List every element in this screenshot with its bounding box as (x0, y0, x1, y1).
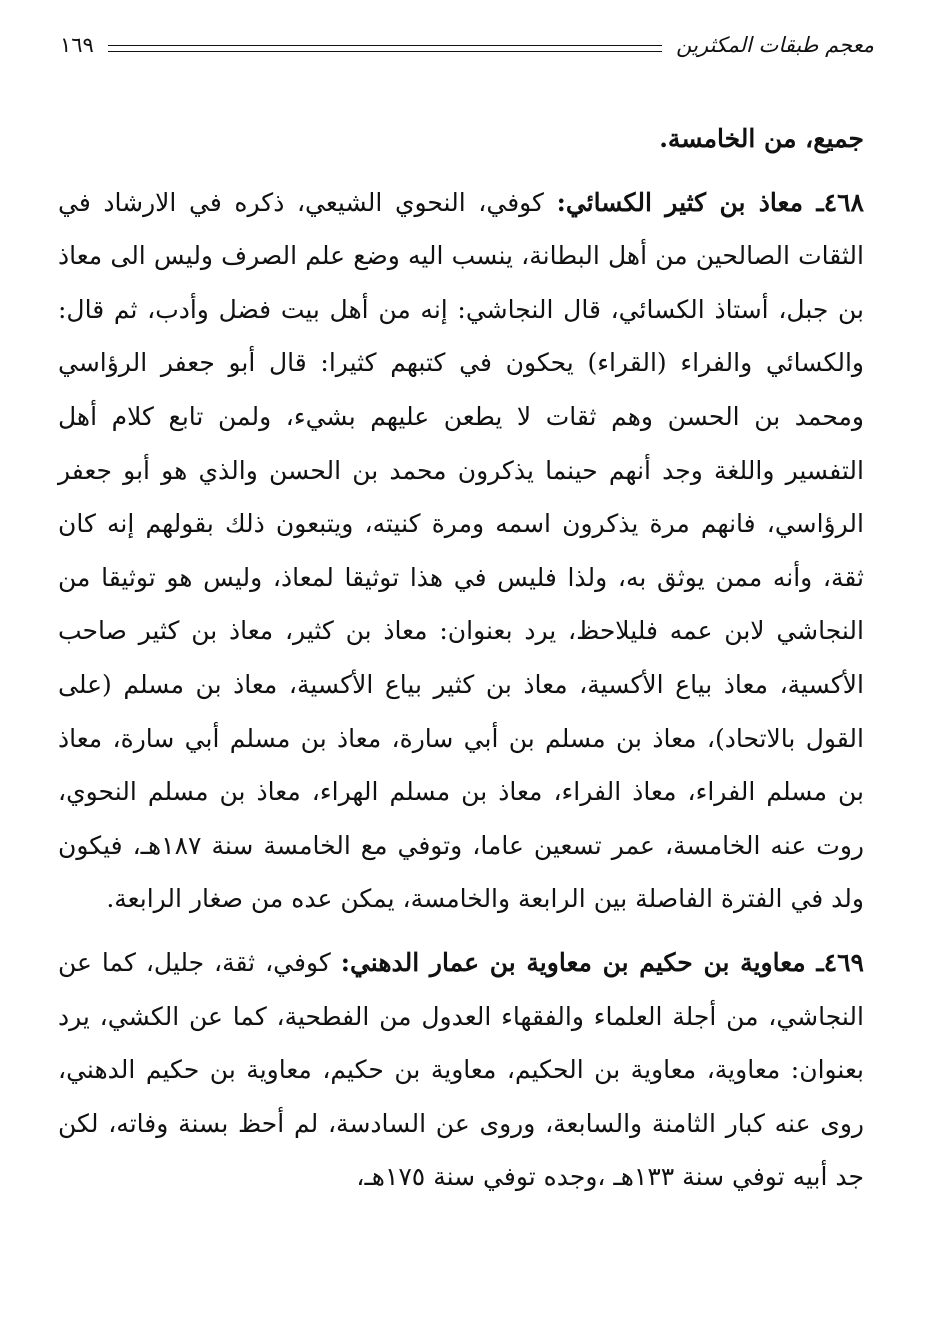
continuation-text: جميع، من الخامسة. (659, 124, 864, 153)
running-header (60, 22, 874, 68)
page-number: ١٦٩ (60, 33, 94, 57)
entry-468 (58, 176, 864, 926)
book-title: معجم طبقات المكثرين (676, 33, 874, 57)
entry-heading: ٤٦٩ـ معاوية بن حكيم بن معاوية بن عمار الدهني: (340, 947, 864, 977)
entry-text: كوفي، ثقة، جليل، كما عن النجاشي، من أجلة العلماء والفقهاء العدول من الفطحية، كما عن الكشي، يرد بعنوان: معاوية، معاوية بن الحكيم، معاوية بن حكيم، معاوية بن حكيم الدهني، روى عنه كبار الثامنة والسابعة، وروى عن السادسة، لم أحظ بسنة وفاته، لكن جد أبيه توفي سنة ١٣٣هـ ،وجده توفي سنة ١٧٥هـ، (58, 947, 864, 1192)
entry-469 (58, 936, 864, 1204)
header-rule (108, 45, 662, 52)
body-text (58, 112, 864, 1204)
continuation-paragraph (58, 112, 864, 166)
entry-heading: ٤٦٨ـ معاذ بن كثير الكسائي: (556, 187, 864, 217)
entry-text: كوفي، النحوي الشيعي، ذكره في الارشاد في الثقات الصالحين من أهل البطانة، ينسب اليه وضع علم الصرف وليس الى معاذ بن جبل، أستاذ الكسائي، قال النجاشي: إنه من أهل بيت فضل وأدب، ثم قال: والكسائي والفراء (القراء) يحكون في كتبهم كثيرا: قال أبو جعفر الرؤاسي ومحمد بن الحسن وهم ثقات لا يطعن عليهم بشيء، ولمن تابع كلام أهل التفسير واللغة وجد أنهم حينما يذكرون محمد بن الحسن والذي هو أبو جعفر الرؤاسي، فانهم مرة يذكرون اسمه ومرة كنيته، ويتبعون ذلك بقولهم إنه كان ثقة، وأنه ممن يوثق به، ولذا فليس في هذا توثيقا لمعاذ، وليس هو توثيقا من النجاشي لابن عمه فليلاحظ، يرد بعنوان: معاذ بن كثير، معاذ بن كثير صاحب الأكسية، معاذ بياع الأكسية، معاذ بن كثير بياع الأكسية، معاذ بن مسلم (على القول بالاتحاد)، معاذ بن مسلم بن أبي سارة، معاذ بن مسلم أبي سارة، معاذ بن مسلم الفراء، معاذ الفراء، معاذ بن مسلم الهراء، معاذ بن مسلم النحوي، روت عنه الخامسة، عمر تسعين عاما، وتوفي مع الخامسة سنة ١٨٧هـ، فيكون ولد في الفترة الفاصلة بين الرابعة والخامسة، يمكن عده من صغار الرابعة. (58, 187, 864, 914)
